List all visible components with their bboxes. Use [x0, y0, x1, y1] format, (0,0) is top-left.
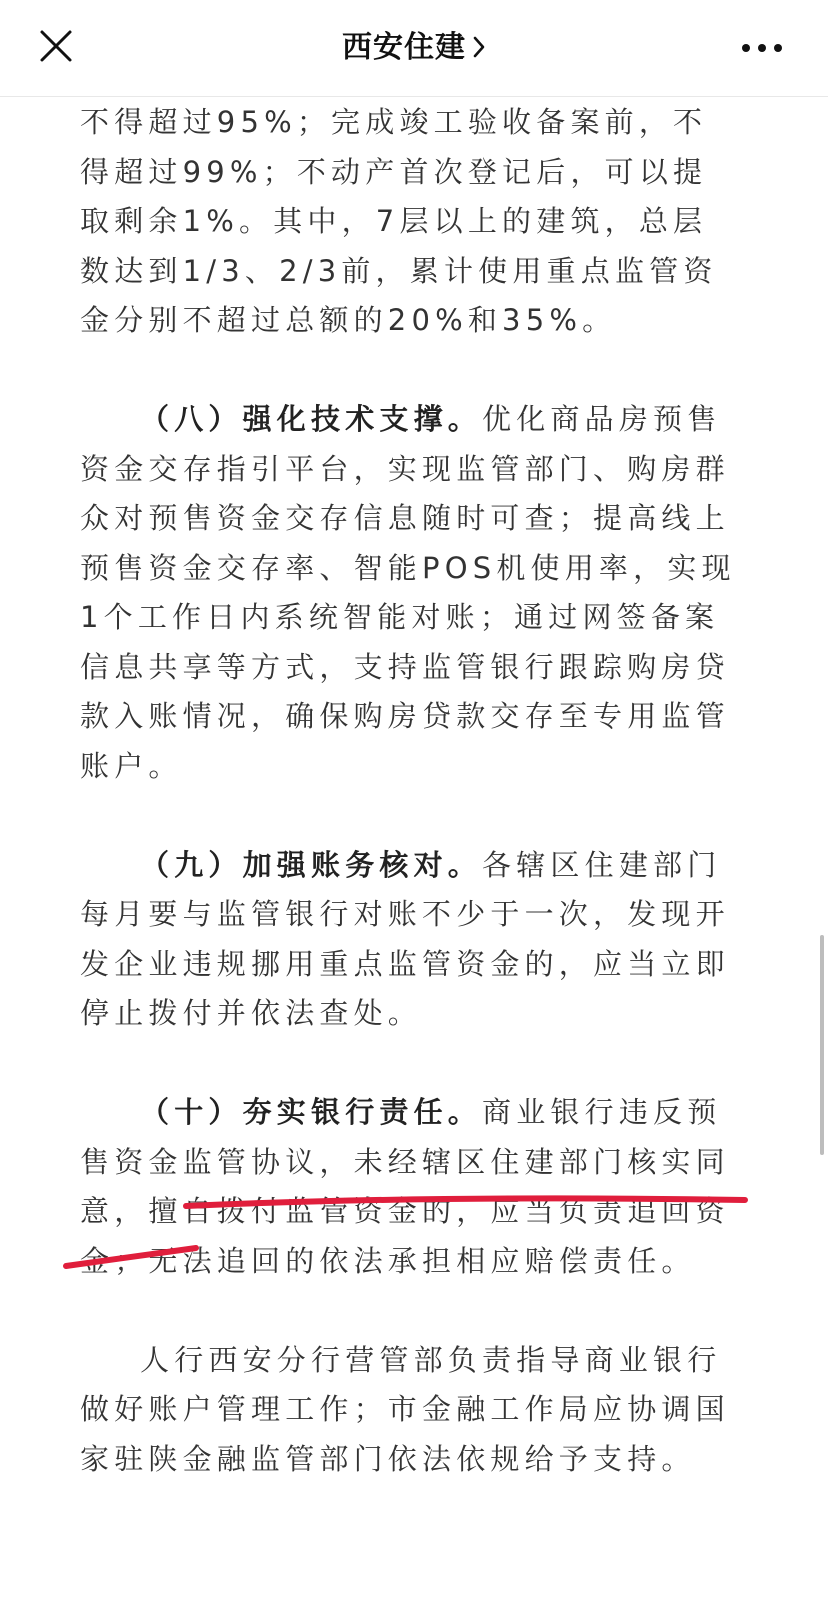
section-heading-9: （九）加强账务核对。 — [140, 847, 483, 882]
navbar — [0, 0, 828, 97]
paragraph-5: 人行西安分行营管部负责指导商业银行做好账户管理工作；市金融工作局应协调国家驻陕金融监管部门依法依规给予支持。 — [80, 1342, 730, 1476]
chevron-right-icon — [472, 30, 486, 70]
section-body-8: 优化商品房预售资金交存指引平台，实现监管部门、购房群众对预售资金交存信息随时可查；提高线上预售资金交存率、智能POS机使用率，实现1个工作日内系统智能对账；通过网签备案信息共享等方式，支持监管银行跟踪购房贷款入账情况，确保购房贷款交存至专用监管账户。 — [80, 402, 736, 783]
section-body-9: 各辖区住建部门每月要与监管银行对账不少于一次，发现开发企业违规挪用重点监管资金的，应当立即停止拨付并依法查处。 — [80, 847, 730, 1030]
paragraph-4 — [80, 1088, 740, 1286]
section-body-10-a: 商业银行违反预售资金监管协议，未经辖区住建部门核实同意， — [80, 1095, 730, 1228]
paragraph-2 — [80, 395, 740, 791]
underlined-phrase: 擅自拨付监管资金的，应当负责追回资金 — [80, 1194, 730, 1278]
paragraph-1: 不得超过95%；完成竣工验收备案前，不得超过99%；不动产首次登记后，可以提取剩余1%。其中，7层以上的建筑，总层数达到1/3、2/3前，累计使用重点监管资金分别不超过总额的20%和35%。 — [80, 105, 718, 337]
scrollbar[interactable] — [820, 935, 824, 1155]
section-heading-8: （八）强化技术支撑。 — [140, 402, 483, 436]
section-body-10-b: ；无法追回的依法承担相应赔偿责任。 — [114, 1243, 696, 1278]
more-icon[interactable] — [740, 40, 784, 54]
account-name: 西安住建 — [342, 30, 466, 65]
account-title[interactable] — [0, 28, 828, 70]
paragraph-3 — [80, 841, 740, 1039]
section-heading-10: （十）夯实银行责任。 — [140, 1095, 483, 1129]
article-body — [80, 98, 740, 1484]
